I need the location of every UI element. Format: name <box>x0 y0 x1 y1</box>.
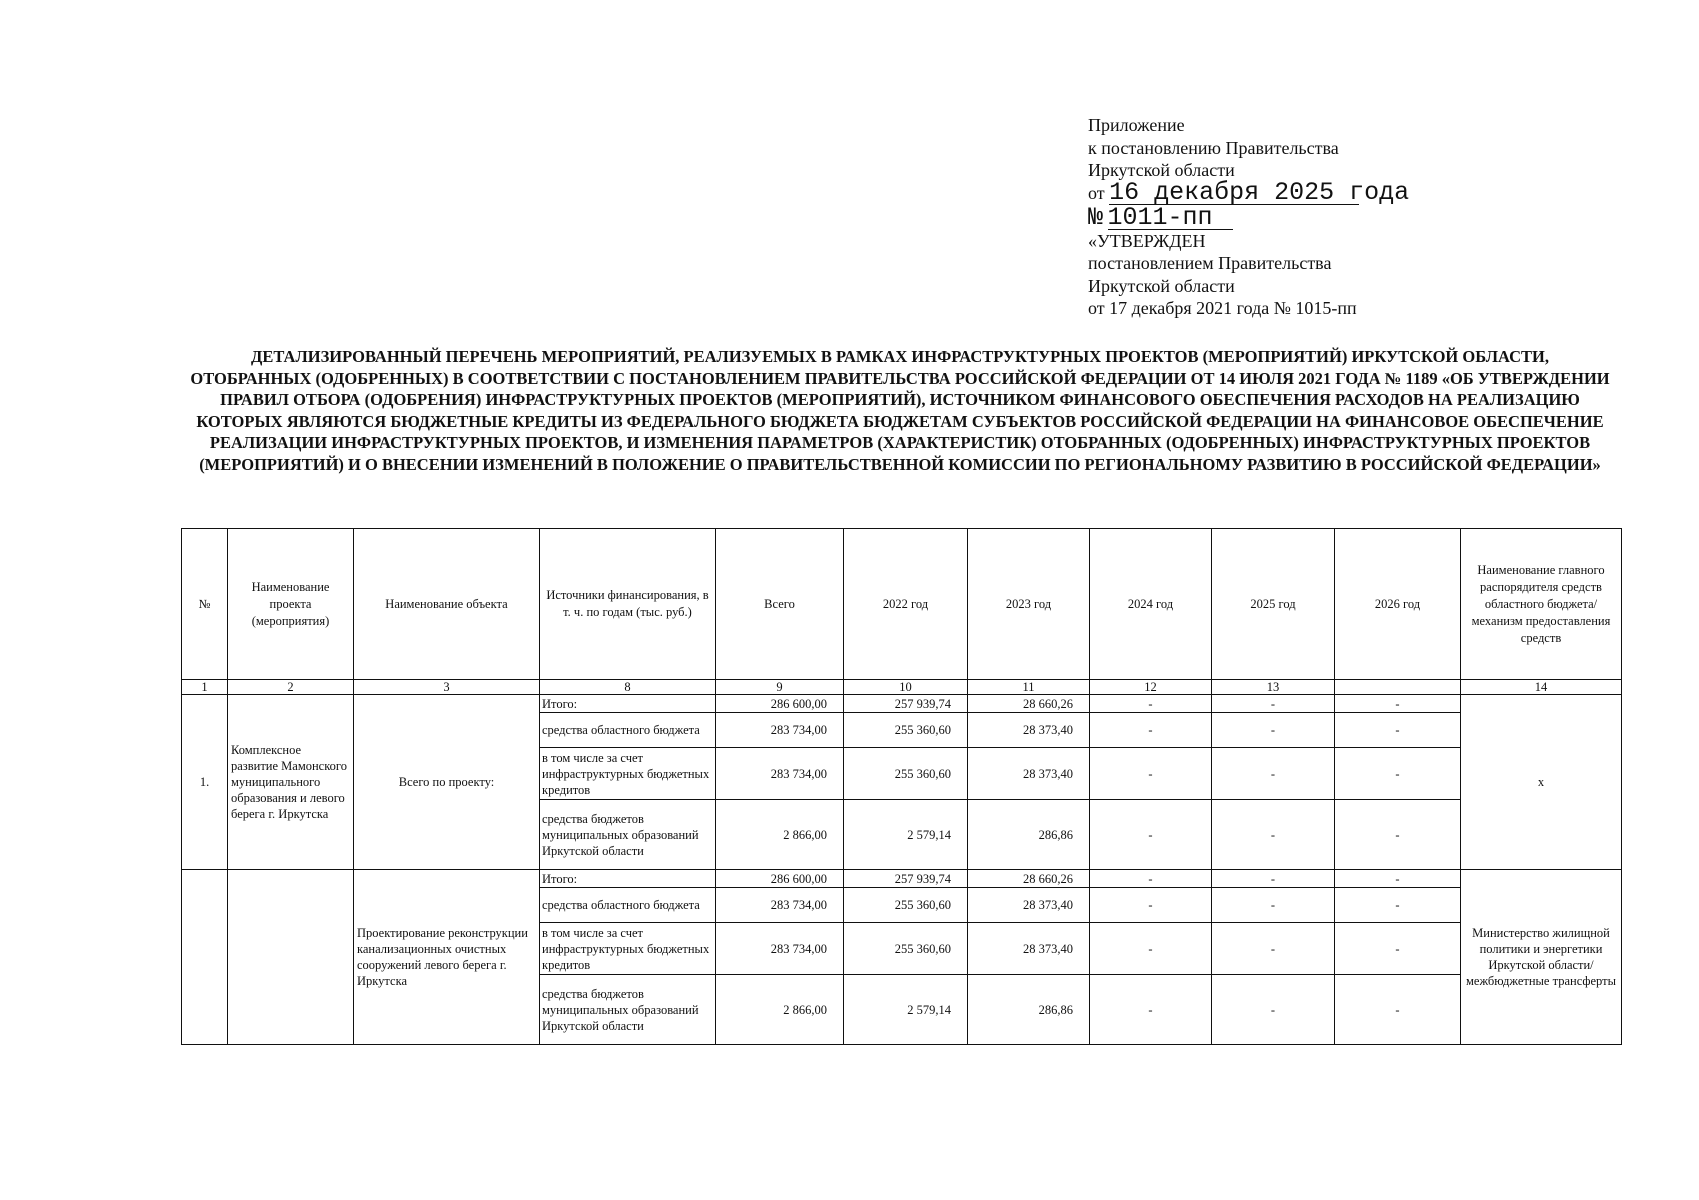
column-number: 12 <box>1090 680 1212 695</box>
source-cell: средства областного бюджета <box>540 888 716 923</box>
table-header-row <box>182 529 1622 680</box>
header-num: № <box>182 529 228 680</box>
block1-manager: х <box>1461 695 1622 870</box>
column-number: 11 <box>968 680 1090 695</box>
header-2022: 2022 год <box>844 529 968 680</box>
value-2026: - <box>1335 800 1461 870</box>
value-2023: 28 373,40 <box>968 888 1090 923</box>
column-number: 14 <box>1461 680 1622 695</box>
approval-line-region-2: Иркутской области <box>1088 275 1235 296</box>
value-2023: 28 660,26 <box>968 695 1090 713</box>
approval-line-region: Иркутской области <box>1088 160 1235 180</box>
value-total: 283 734,00 <box>716 923 844 975</box>
value-2022: 2 579,14 <box>844 800 968 870</box>
source-cell: Итого: <box>540 695 716 713</box>
header-2023: 2023 год <box>968 529 1090 680</box>
value-2023: 286,86 <box>968 800 1090 870</box>
value-2025: - <box>1212 748 1335 800</box>
source-cell: в том числе за счет инфраструктурных бюджетных кредитов <box>540 923 716 975</box>
value-2026: - <box>1335 748 1461 800</box>
value-2025: - <box>1212 713 1335 748</box>
value-2026: - <box>1335 888 1461 923</box>
column-number: 10 <box>844 680 968 695</box>
source-cell: средства бюджетов муниципальных образований Иркутской области <box>540 800 716 870</box>
header-project: Наименование проекта (мероприятия) <box>228 529 354 680</box>
value-2025: - <box>1212 695 1335 713</box>
value-2022: 255 360,60 <box>844 748 968 800</box>
header-manager: Наименование главного распорядителя средств областного бюджета/ механизм предоставления средств <box>1461 529 1622 680</box>
value-2025: - <box>1212 870 1335 888</box>
column-numbers-row <box>182 680 1622 695</box>
value-2024: - <box>1090 695 1212 713</box>
column-number <box>1335 680 1461 695</box>
header-sources: Источники финансирования, в т. ч. по годам (тыс. руб.) <box>540 529 716 680</box>
block2-project <box>228 870 354 1045</box>
value-total: 2 866,00 <box>716 800 844 870</box>
value-2024: - <box>1090 748 1212 800</box>
approval-number-value: 1011-пп <box>1108 207 1233 230</box>
value-2026: - <box>1335 695 1461 713</box>
value-2024: - <box>1090 888 1212 923</box>
column-number: 13 <box>1212 680 1335 695</box>
approval-line-appendix: Приложение <box>1088 115 1185 135</box>
value-total: 2 866,00 <box>716 975 844 1045</box>
header-2024: 2024 год <box>1090 529 1212 680</box>
approval-date-prefix: от <box>1088 182 1105 203</box>
value-2023: 28 373,40 <box>968 748 1090 800</box>
value-total: 286 600,00 <box>716 695 844 713</box>
value-2024: - <box>1090 870 1212 888</box>
value-2025: - <box>1212 923 1335 975</box>
value-2024: - <box>1090 800 1212 870</box>
value-2026: - <box>1335 975 1461 1045</box>
value-total: 286 600,00 <box>716 870 844 888</box>
approval-date-value: 16 декабря 2025 года <box>1109 177 1410 207</box>
block1-project: Комплексное развитие Мамонского муниципального образования и левого берега г. Иркутска <box>228 695 354 870</box>
value-total: 283 734,00 <box>716 888 844 923</box>
column-number: 2 <box>228 680 354 695</box>
table-row <box>182 695 1622 713</box>
document-title: ДЕТАЛИЗИРОВАННЫЙ ПЕРЕЧЕНЬ МЕРОПРИЯТИЙ, РЕАЛИЗУЕМЫХ В РАМКАХ ИНФРАСТРУКТУРНЫХ ПРОЕКТОВ (МЕРОПРИЯТИЙ) ИРКУТСКОЙ ОБЛАСТИ, ОТОБРАННЫХ (ОДОБРЕННЫХ) В СООТВЕТСТВИИ С ПОСТАНОВЛЕНИЕМ ПРАВИТЕЛЬСТВА РОССИЙСКОЙ ФЕДЕРАЦИИ ОТ 14 ИЮЛЯ 2021 ГОДА № 1189 «ОБ УТВЕРЖДЕНИИ ПРАВИЛ ОТБОРА (ОДОБРЕНИЯ) ИНФРАСТРУКТУРНЫХ ПРОЕКТОВ (МЕРОПРИЯТИЙ), ИСТОЧНИКОМ ФИНАНСОВОГО ОБЕСПЕЧЕНИЯ РАСХОДОВ НА РЕАЛИЗАЦИЮ КОТОРЫХ ЯВЛЯЮТСЯ БЮДЖЕТНЫЕ КРЕДИТЫ ИЗ ФЕДЕРАЛЬНОГО БЮДЖЕТА БЮДЖЕТАМ СУБЪЕКТОВ РОССИЙСКОЙ ФЕДЕРАЦИИ НА ФИНАНСОВОЕ ОБЕСПЕЧЕНИЕ РЕАЛИЗАЦИИ ИНФРАСТРУКТУРНЫХ ПРОЕКТОВ, И ИЗМЕНЕНИЯ ПАРАМЕТРОВ (ХАРАКТЕРИСТИК) ОТОБРАННЫХ (ОДОБРЕННЫХ) ИНФРАСТРУКТУРНЫХ ПРОЕКТОВ (МЕРОПРИЯТИЙ) И О ВНЕСЕНИИ ИЗМЕНЕНИЙ В ПОЛОЖЕНИЕ О ПРАВИТЕЛЬСТВЕННОЙ КОМИССИИ ПО РЕГИОНАЛЬНОМУ РАЗВИТИЮ В РОССИЙСКОЙ ФЕДЕРАЦИИ» <box>190 347 1610 474</box>
header-object: Наименование объекта <box>354 529 540 680</box>
measures-table <box>181 528 1622 1045</box>
value-2023: 286,86 <box>968 975 1090 1045</box>
value-2025: - <box>1212 800 1335 870</box>
block1-object: Всего по проекту: <box>354 695 540 870</box>
value-2022: 255 360,60 <box>844 888 968 923</box>
table-row <box>182 870 1622 888</box>
column-number: 3 <box>354 680 540 695</box>
approval-date-line <box>1088 177 1508 207</box>
value-2026: - <box>1335 713 1461 748</box>
source-cell: средства бюджетов муниципальных образований Иркутской области <box>540 975 716 1045</box>
header-2026: 2026 год <box>1335 529 1461 680</box>
approval-line-approved: «УТВЕРЖДЕН <box>1088 230 1206 251</box>
value-2024: - <box>1090 975 1212 1045</box>
block2-object: Проектирование реконструкции канализационных очистных сооружений левого берега г. Иркутска <box>354 870 540 1045</box>
approval-line-resolution: к постановлению Правительства <box>1088 137 1339 158</box>
approval-line-original-date: от 17 декабря 2021 года № 1015-пп <box>1088 298 1357 318</box>
value-2023: 28 373,40 <box>968 923 1090 975</box>
approval-number-prefix: № <box>1088 202 1104 232</box>
source-cell: средства областного бюджета <box>540 713 716 748</box>
approval-stamp <box>1088 114 1508 320</box>
value-2022: 257 939,74 <box>844 870 968 888</box>
value-2026: - <box>1335 870 1461 888</box>
header-total: Всего <box>716 529 844 680</box>
header-2025: 2025 год <box>1212 529 1335 680</box>
column-number: 8 <box>540 680 716 695</box>
approval-line-resolution-2: постановлением Правительства <box>1088 253 1332 273</box>
block1-num: 1. <box>182 695 228 870</box>
value-2024: - <box>1090 923 1212 975</box>
approval-number-line <box>1088 202 1508 232</box>
value-2022: 2 579,14 <box>844 975 968 1045</box>
value-2026: - <box>1335 923 1461 975</box>
value-2024: - <box>1090 713 1212 748</box>
block2-num <box>182 870 228 1045</box>
source-cell: Итого: <box>540 870 716 888</box>
value-2025: - <box>1212 888 1335 923</box>
block2-manager: Министерство жилищной политики и энергетики Иркутской области/ межбюджетные трансферты <box>1461 870 1622 1045</box>
value-2023: 28 373,40 <box>968 713 1090 748</box>
value-2022: 257 939,74 <box>844 695 968 713</box>
value-2022: 255 360,60 <box>844 713 968 748</box>
column-number: 9 <box>716 680 844 695</box>
value-2023: 28 660,26 <box>968 870 1090 888</box>
value-2025: - <box>1212 975 1335 1045</box>
source-cell: в том числе за счет инфраструктурных бюджетных кредитов <box>540 748 716 800</box>
column-number: 1 <box>182 680 228 695</box>
value-total: 283 734,00 <box>716 713 844 748</box>
value-2022: 255 360,60 <box>844 923 968 975</box>
value-total: 283 734,00 <box>716 748 844 800</box>
